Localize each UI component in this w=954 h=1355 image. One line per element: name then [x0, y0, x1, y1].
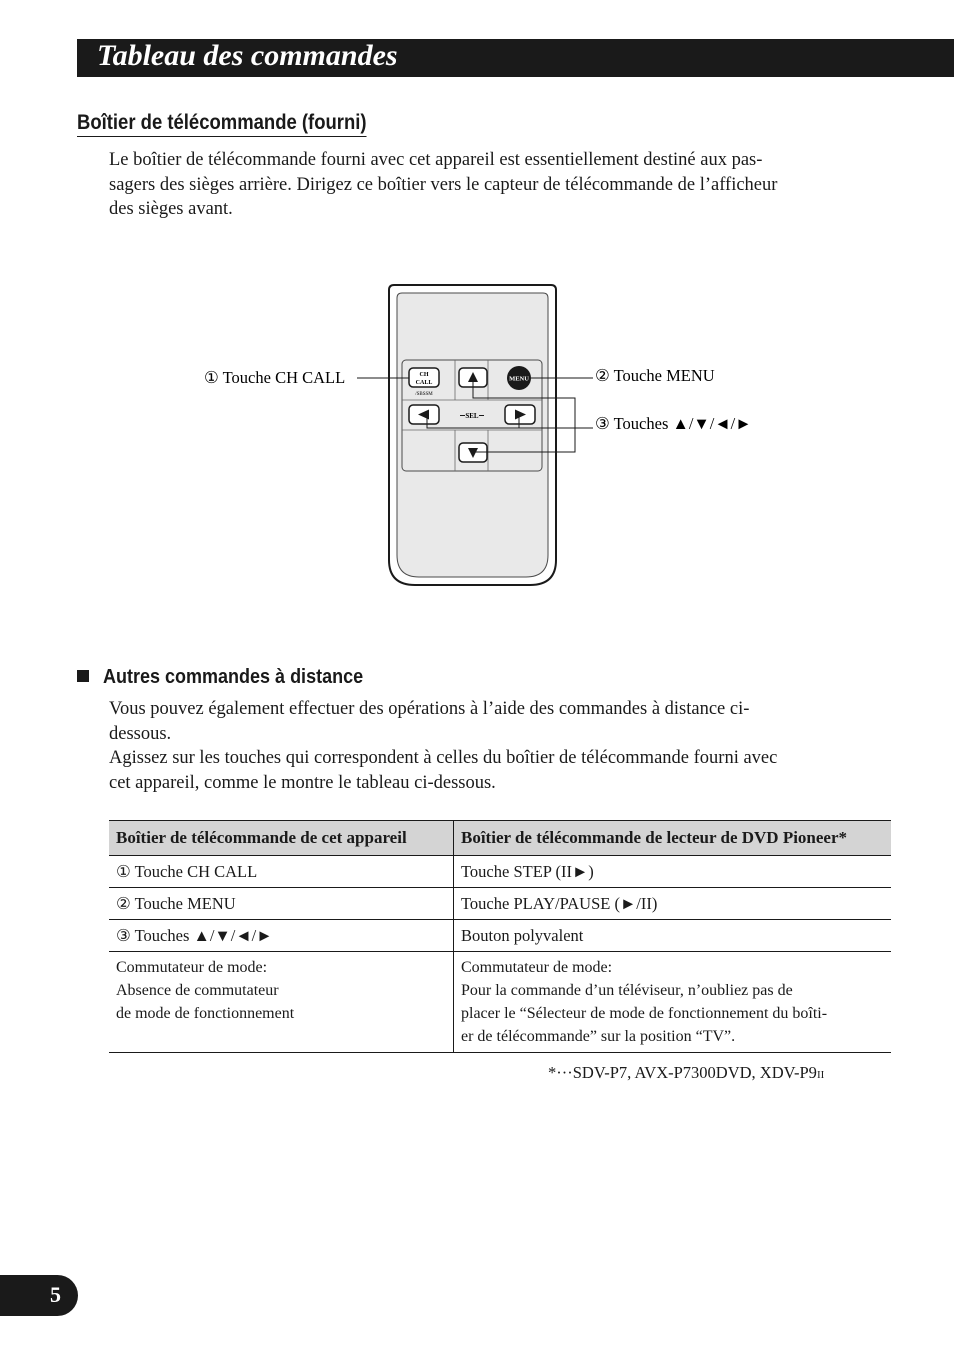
- square-bullet-icon: [77, 670, 89, 682]
- table-row: [109, 920, 891, 952]
- sbssm-label: /SBSSM: [415, 392, 433, 397]
- cell-line: Absence de commutateur: [116, 982, 279, 999]
- cell-line: er de télécommande” sur la position “TV”.: [461, 1028, 736, 1045]
- cell-line: Commutateur de mode:: [116, 959, 268, 976]
- table-cell: Touche PLAY/PAUSE (►/II): [454, 888, 892, 920]
- cell-line: de mode de fonctionnement: [116, 1005, 295, 1022]
- table-cell: [109, 952, 454, 1053]
- table-row: [109, 888, 891, 920]
- remote-control-diagram: [0, 0, 954, 640]
- comparison-table: [109, 820, 891, 1053]
- paragraph-line: des sièges avant.: [109, 199, 233, 219]
- paragraph-line: dessous.: [109, 723, 172, 744]
- table-header-cell: Boîtier de télécommande de cet appareil: [109, 821, 454, 856]
- cell-line: placer le “Sélecteur de mode de fonctionnement du boîti-: [461, 1005, 828, 1022]
- table-row: [109, 952, 891, 1053]
- table-cell: ③ Touches ▲/▼/◄/►: [109, 920, 454, 952]
- paragraph-line: Vous pouvez également effectuer des opérations à l’aide des commandes à distance ci-: [109, 699, 750, 719]
- footnote-suffix: II: [816, 1069, 825, 1081]
- page-number-badge: [0, 1275, 78, 1316]
- call-label: CALL: [415, 380, 433, 386]
- callout-menu: ② Touche MENU: [595, 366, 715, 385]
- ch-call-key[interactable]: [409, 368, 439, 387]
- section-heading-remote: Boîtier de télécommande (fourni): [77, 111, 367, 137]
- table-cell: [454, 952, 892, 1053]
- ch-label: CH: [419, 372, 429, 378]
- callout-arrows: ③ Touches ▲/▼/◄/►: [595, 414, 752, 433]
- callout-ch-call: ① Touche CH CALL: [204, 368, 346, 387]
- paragraph-line: cet appareil, comme le montre le tableau ci-dessous.: [109, 772, 496, 793]
- right-arrow-key[interactable]: [505, 405, 535, 424]
- page-number: 5: [50, 1282, 61, 1307]
- left-arrow-key[interactable]: [409, 405, 439, 424]
- subsection-heading-text: Autres commandes à distance: [103, 666, 364, 688]
- table-cell: ① Touche CH CALL: [109, 856, 454, 888]
- other-remotes-paragraph: [109, 697, 864, 795]
- table-row: [109, 856, 891, 888]
- cell-line: Pour la commande d’un téléviseur, n’oubliez pas de: [461, 982, 793, 999]
- table-cell: ② Touche MENU: [109, 888, 454, 920]
- paragraph-line: sagers des sièges arrière. Dirigez ce boîtier vers le capteur de télécommande de l’afficheur: [109, 174, 778, 195]
- subsection-heading: [77, 666, 392, 689]
- page-title: Tableau des commandes: [97, 39, 398, 72]
- cell-line: Commutateur de mode:: [461, 959, 613, 976]
- table-header-cell: Boîtier de télécommande de lecteur de DVD Pioneer*: [454, 821, 892, 856]
- table-cell: Bouton polyvalent: [454, 920, 892, 952]
- footnote-text: *···SDV-P7, AVX-P7300DVD, XDV-P9: [548, 1063, 817, 1082]
- footnote: [548, 1063, 824, 1083]
- paragraph-line: Agissez sur les touches qui correspondent à celles du boîtier de télécommande fourni avec: [109, 748, 778, 768]
- menu-key[interactable]: [507, 366, 531, 390]
- sel-label: SEL: [465, 412, 479, 420]
- table-cell: Touche STEP (II►): [454, 856, 892, 888]
- table-header-row: [109, 821, 891, 856]
- paragraph-line: Le boîtier de télécommande fourni avec cet appareil est essentiellement destiné aux pas-: [109, 150, 763, 170]
- menu-label: MENU: [509, 375, 529, 383]
